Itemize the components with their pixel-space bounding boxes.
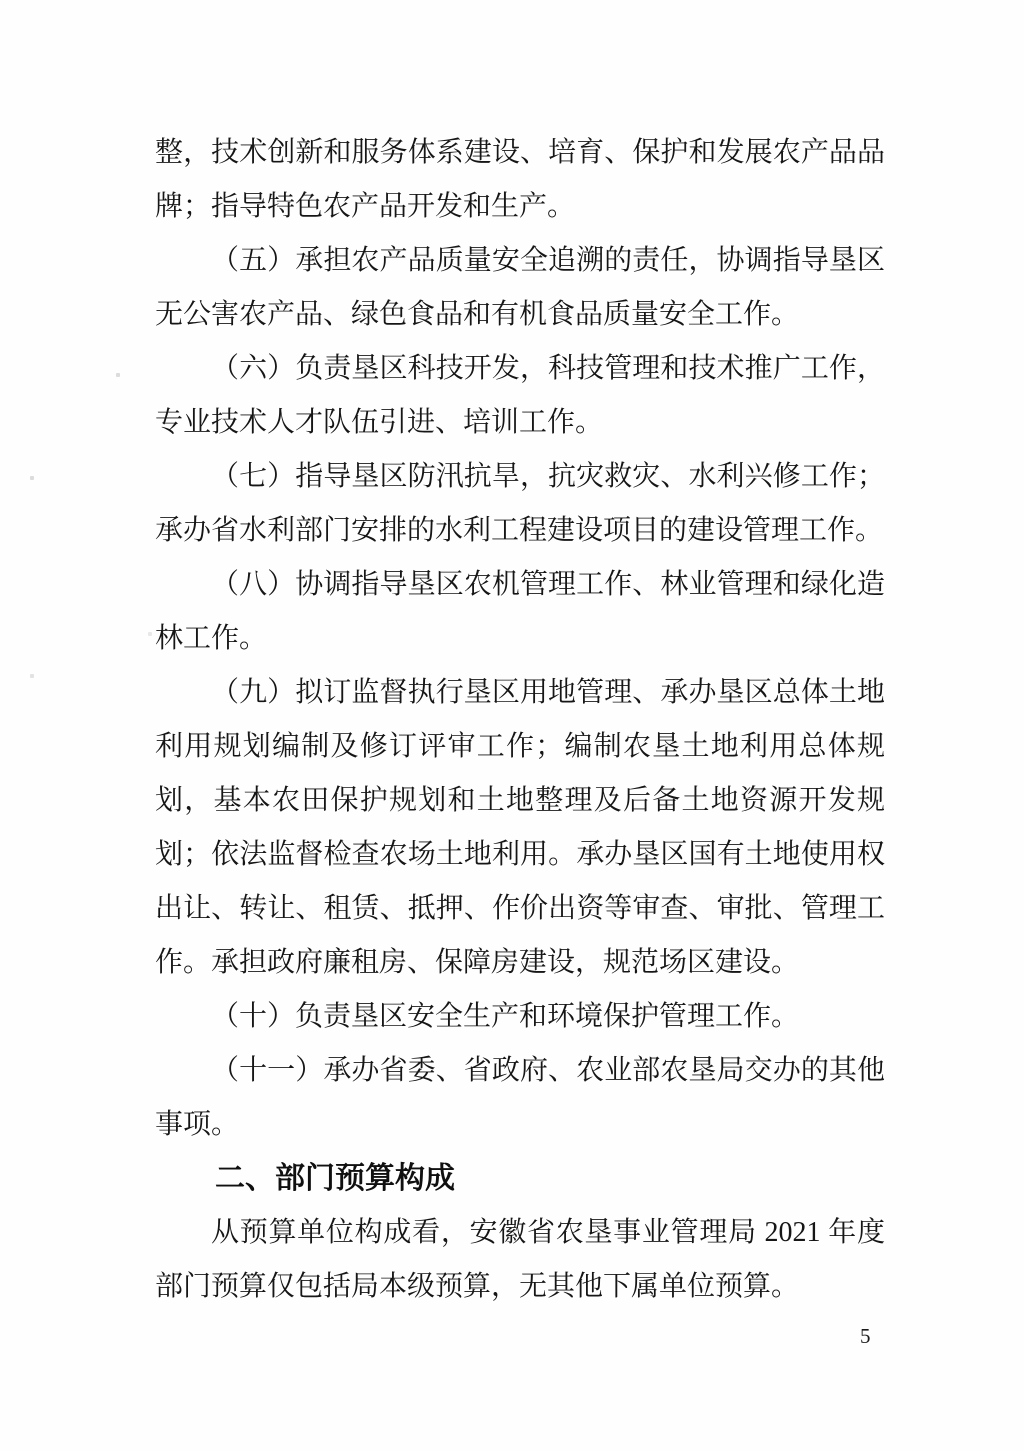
scan-speck xyxy=(116,373,120,377)
paragraph-duty-11: （十一）承办省委、省政府、农业部农垦局交办的其他事项。 xyxy=(155,1055,885,1140)
paragraph-budget-composition: 从预算单位构成看，安徽省农垦事业管理局 2021 年度部门预算仅包括局本级预算，无其他下属单位预算。 xyxy=(155,1217,885,1302)
paragraph-duty-8: （八）协调指导垦区农机管理工作、林业管理和绿化造林工作。 xyxy=(155,569,885,654)
paragraph-duty-7: （七）指导垦区防汛抗旱，抗灾救灾、水利兴修工作；承办省水利部门安排的水利工程建设项目的建设管理工作。 xyxy=(155,461,885,546)
scan-speck xyxy=(30,674,34,678)
document-body xyxy=(155,126,885,1314)
paragraph-continuation: 整，技术创新和服务体系建设、培育、保护和发展农产品品牌；指导特色农产品开发和生产。 xyxy=(155,137,885,222)
paragraph-duty-6: （六）负责垦区科技开发，科技管理和技术推广工作，专业技术人才队伍引进、培训工作。 xyxy=(155,353,885,438)
paragraph-duty-9: （九）拟订监督执行垦区用地管理、承办垦区总体土地利用规划编制及修订评审工作；编制农垦土地利用总体规划，基本农田保护规划和土地整理及后备土地资源开发规划；依法监督检查农场土地利用。承办垦区国有土地使用权出让、转让、租赁、抵押、作价出资等审查、审批、管理工作。承担政府廉租房、保障房建设，规范场区建设。 xyxy=(155,677,885,978)
scan-speck xyxy=(148,632,152,636)
paragraph-duty-5: （五）承担农产品质量安全追溯的责任，协调指导垦区无公害农产品、绿色食品和有机食品质量安全工作。 xyxy=(155,245,885,330)
section-heading-budget-composition: 二、部门预算构成 xyxy=(215,1162,455,1195)
scan-speck xyxy=(30,476,34,480)
page-number: 5 xyxy=(860,1324,871,1348)
paragraph-duty-10: （十）负责垦区安全生产和环境保护管理工作。 xyxy=(211,1001,800,1032)
